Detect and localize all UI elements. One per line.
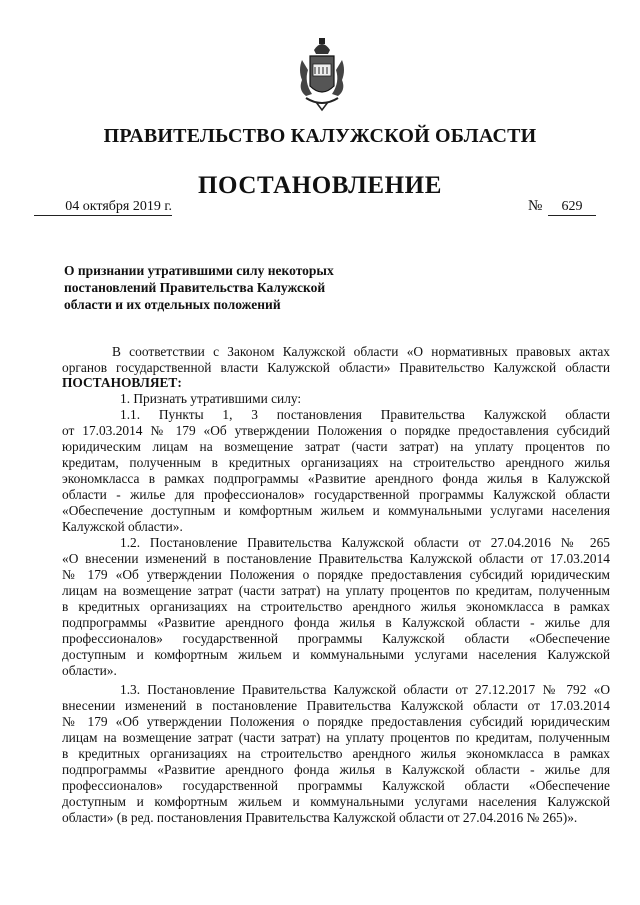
body-line: 1.1. Пункты 1, 3 постановления Правительства Калужской области — [120, 407, 610, 422]
body-line: экономкласса в рамках подпрограммы «Развитие арендного фонда жилья в Калужской — [62, 471, 610, 486]
body-line: лицам на возмещение затрат (части затрат) на уплату процентов по кредитам, полученным — [62, 730, 610, 745]
body-line: профессионалов» государственной программы Калужской области «Обеспечение — [62, 631, 610, 646]
subject-line: постановлений Правительства Калужской — [64, 280, 326, 295]
document-type-title: ПОСТАНОВЛЕНИЕ — [197, 172, 443, 199]
body-line: кредитам, полученным в кредитных организациях на строительство арендного жилья — [62, 455, 610, 470]
body-line: «О внесении изменений в постановление Правительства Калужской области от 17.03.2014 — [62, 551, 610, 566]
body-line: доступным и комфортным жильем и коммунальными услугами населения Калужской — [62, 647, 610, 662]
body-line: Калужской области». — [62, 519, 183, 534]
body-line: 1.2. Постановление Правительства Калужской области от 27.04.2016 № 265 — [120, 535, 610, 550]
body-line: № 179 «Об утверждении Положения о порядке предоставления субсидий юридическим — [62, 714, 610, 729]
body-line: области - жилье для профессионалов» государственной программы Калужской области — [62, 487, 610, 502]
body-line: области» (в ред. постановления Правительства Калужской области от 27.04.2016 № 265)». — [62, 810, 578, 825]
body-line: органов государственной власти Калужской области» Правительство Калужской области — [62, 360, 610, 375]
body-line: подпрограммы «Развитие арендного фонда жилья в Калужской области - жилье для — [62, 762, 610, 777]
body-line: доступным и комфортным жильем и коммунальными услугами населения Калужской — [62, 794, 610, 809]
body-line: 1.3. Постановление Правительства Калужской области от 27.12.2017 № 792 «О — [120, 682, 610, 697]
document-date: 04 октября 2019 г. — [34, 198, 172, 216]
coat-of-arms-icon — [294, 36, 350, 112]
body-line-resolves: ПОСТАНОВЛЯЕТ: — [62, 375, 182, 390]
body-line: области». — [62, 663, 117, 678]
body-line: 1. Признать утратившими силу: — [120, 391, 302, 406]
body-line: лицам на возмещение затрат (части затрат) на уплату процентов по кредитам, полученным — [62, 583, 610, 598]
subject-line: О признании утратившими силу некоторых — [64, 263, 334, 278]
body-line: внесении изменений в постановление Правительства Калужской области от 17.03.2014 — [62, 698, 610, 713]
body-line: подпрограммы «Развитие арендного фонда жилья в Калужской области - жилье для — [62, 615, 610, 630]
body-line: юридическим лицам на возмещение затрат (части затрат) на уплату процентов по — [62, 439, 610, 454]
body-line: в кредитных организациях на строительство арендного жилья экономкласса в рамках — [62, 746, 610, 761]
body-line: № 179 «Об утверждении Положения о порядке предоставления субсидий юридическим — [62, 567, 610, 582]
body-line: в кредитных организациях на строительство арендного жилья экономкласса в рамках — [62, 599, 610, 614]
organization-title: ПРАВИТЕЛЬСТВО КАЛУЖСКОЙ ОБЛАСТИ — [103, 125, 537, 147]
number-label: № — [528, 198, 543, 214]
body-line: В соответствии с Законом Калужской области «О нормативных правовых актах — [112, 344, 610, 359]
body-line: «Обеспечение доступным и комфортным жильем и коммунальными услугами населения — [62, 503, 610, 518]
document-number: 629 — [548, 198, 596, 216]
body-line: от 17.03.2014 № 179 «Об утверждении Положения о порядке предоставления субсидий — [62, 423, 610, 438]
body-line: профессионалов» государственной программы Калужской области «Обеспечение — [62, 778, 610, 793]
subject-line: области и их отдельных положений — [64, 297, 281, 312]
